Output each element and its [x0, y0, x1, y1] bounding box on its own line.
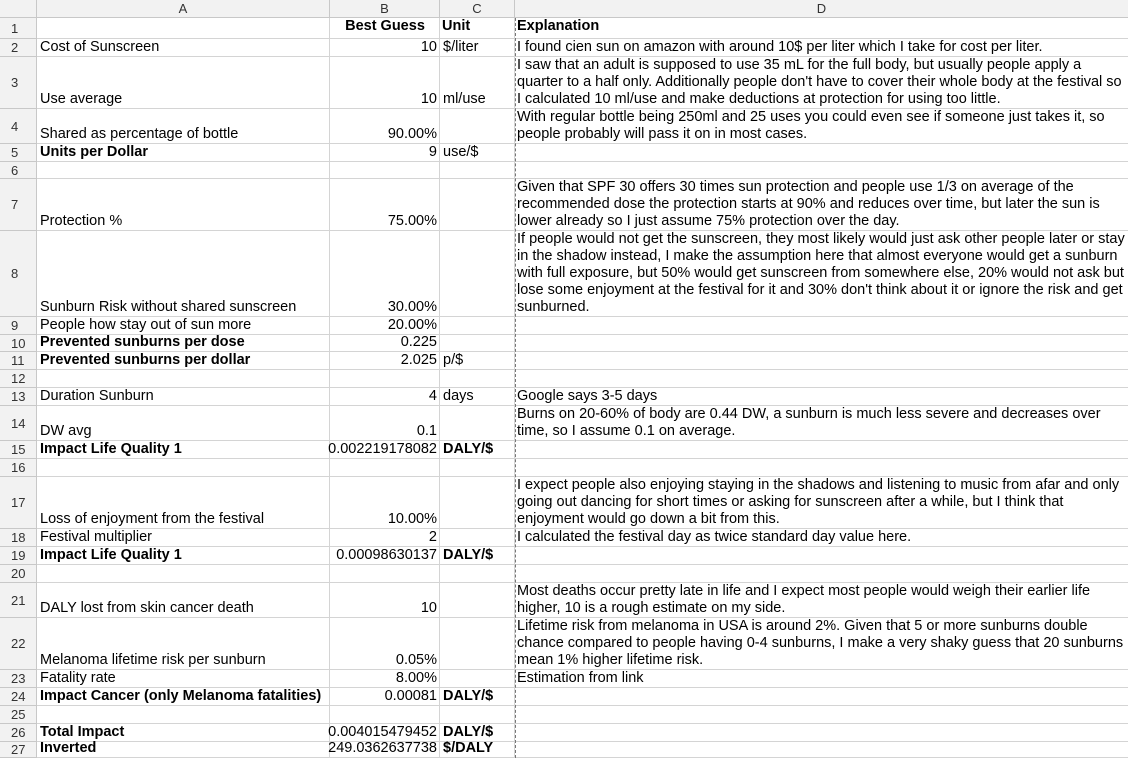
cell-b[interactable]: 4	[330, 388, 440, 406]
cell-c[interactable]	[440, 317, 515, 335]
cell-d[interactable]	[515, 144, 1128, 162]
cell-b[interactable]: 0.05%	[330, 618, 440, 670]
row-header[interactable]: 8	[0, 231, 37, 317]
cell-d[interactable]	[515, 459, 1128, 477]
cell-b[interactable]: 249.0362637738	[330, 742, 440, 758]
row-header[interactable]: 5	[0, 144, 37, 162]
row-header[interactable]: 22	[0, 618, 37, 670]
explanation-text: Google says 3-5 days	[517, 388, 658, 404]
cell-a[interactable]: Fatality rate	[37, 670, 330, 688]
row-header[interactable]: 3	[0, 57, 37, 109]
cell-c[interactable]	[440, 565, 515, 583]
explanation-text: Burns on 20-60% of body are 0.44 DW, a sunburn is much less severe and decreases over time, so I assume 0.1 on average.	[517, 406, 1101, 439]
cell-c[interactable]	[440, 529, 515, 547]
cell-a[interactable]: Loss of enjoyment from the festival	[37, 477, 330, 529]
explanation-text: I expect people also enjoying staying in the shadows and listening to music from afar and only going out dancing for short times or asking for sunscreen after a while, but I think that enjoyment would go down a bit from this.	[517, 477, 1120, 527]
row-header[interactable]: 10	[0, 335, 37, 352]
cell-a[interactable]: DW avg	[37, 406, 330, 441]
cell-c[interactable]: Unit	[440, 18, 515, 39]
cell-d[interactable]	[515, 670, 1128, 688]
cell-b[interactable]: 0.225	[330, 335, 440, 352]
cell-c[interactable]	[440, 618, 515, 670]
row-header[interactable]: 12	[0, 370, 37, 388]
cell-a[interactable]: Impact Life Quality 1	[37, 441, 330, 459]
cell-a[interactable]: Shared as percentage of bottle	[37, 109, 330, 144]
cell-a[interactable]: Melanoma lifetime risk per sunburn	[37, 618, 330, 670]
column-header-c[interactable]: C	[440, 0, 515, 18]
cell-a[interactable]: Prevented sunburns per dollar	[37, 352, 330, 370]
cell-c[interactable]	[440, 706, 515, 724]
column-header-d[interactable]: D	[515, 0, 1128, 18]
cell-c[interactable]: ml/use	[440, 57, 515, 109]
cell-c[interactable]	[440, 335, 515, 352]
row-header[interactable]: 4	[0, 109, 37, 144]
row-header[interactable]: 20	[0, 565, 37, 583]
cell-b[interactable]: 8.00%	[330, 670, 440, 688]
cell-d[interactable]	[515, 388, 1128, 406]
cell-d[interactable]	[515, 335, 1128, 352]
explanation-text: Lifetime risk from melanoma in USA is around 2%. Given that 5 or more sunburns double chance compared to people having 0-4 sunburns, I make a very shaky guess that 20 sunburns mean 1% higher lifetime risk.	[517, 618, 1124, 668]
cell-d[interactable]	[515, 317, 1128, 335]
cell-a[interactable]: Duration Sunburn	[37, 388, 330, 406]
row-header[interactable]: 11	[0, 352, 37, 370]
explanation-text: Most deaths occur pretty late in life and I expect most people would weigh their earlier life higher, 10 is a rough estimate on my side.	[517, 583, 1091, 616]
page-break-line	[515, 18, 516, 758]
cell-c[interactable]: days	[440, 388, 515, 406]
cell-b[interactable]: 0.00081	[330, 688, 440, 706]
cell-d[interactable]	[515, 179, 1128, 231]
explanation-text: I calculated the festival day as twice standard day value here.	[517, 529, 912, 545]
cell-a[interactable]: Sunburn Risk without shared sunscreen	[37, 231, 330, 317]
explanation-text: I found cien sun on amazon with around 10$ per liter which I take for cost per liter.	[517, 39, 1043, 55]
cell-b[interactable]: 75.00%	[330, 179, 440, 231]
cell-b[interactable]: 10	[330, 39, 440, 57]
row-header[interactable]: 14	[0, 406, 37, 441]
cell-b[interactable]	[330, 370, 440, 388]
cell-a[interactable]	[37, 18, 330, 39]
cell-c[interactable]: $/liter	[440, 39, 515, 57]
cell-c[interactable]	[440, 231, 515, 317]
row-header[interactable]: 21	[0, 583, 37, 618]
row-header[interactable]: 19	[0, 547, 37, 565]
cell-d[interactable]	[515, 706, 1128, 724]
cell-c[interactable]: DALY/$	[440, 724, 515, 742]
column-header-a[interactable]: A	[37, 0, 330, 18]
cell-c[interactable]: p/$	[440, 352, 515, 370]
cell-c[interactable]	[440, 109, 515, 144]
cell-d[interactable]	[515, 583, 1128, 618]
cell-c[interactable]	[440, 670, 515, 688]
cell-c[interactable]: use/$	[440, 144, 515, 162]
cell-c[interactable]	[440, 583, 515, 618]
cell-b[interactable]: Best Guess	[330, 18, 440, 39]
cell-a[interactable]: DALY lost from skin cancer death	[37, 583, 330, 618]
cell-d[interactable]	[515, 742, 1128, 758]
cell-d[interactable]	[515, 162, 1128, 179]
cell-a[interactable]: Impact Cancer (only Melanoma fatalities)	[37, 688, 330, 706]
row-header[interactable]: 27	[0, 742, 37, 758]
cell-b[interactable]: 0.00098630137	[330, 547, 440, 565]
cell-d[interactable]	[515, 57, 1128, 109]
cell-a[interactable]: Total Impact	[37, 724, 330, 742]
cell-c[interactable]	[440, 370, 515, 388]
cell-b[interactable]	[330, 459, 440, 477]
cell-c[interactable]	[440, 477, 515, 529]
cell-a[interactable]: Protection %	[37, 179, 330, 231]
cell-b[interactable]: 0.1	[330, 406, 440, 441]
cell-a[interactable]: Cost of Sunscreen	[37, 39, 330, 57]
explanation-text: Explanation	[517, 18, 600, 34]
cell-b[interactable]	[330, 565, 440, 583]
cell-d[interactable]	[515, 565, 1128, 583]
cell-b[interactable]: 90.00%	[330, 109, 440, 144]
cell-b[interactable]: 9	[330, 144, 440, 162]
cell-d[interactable]	[515, 109, 1128, 144]
cell-b[interactable]: 10.00%	[330, 477, 440, 529]
cell-d[interactable]	[515, 406, 1128, 441]
cell-b[interactable]: 2.025	[330, 352, 440, 370]
row-header[interactable]: 9	[0, 317, 37, 335]
cell-a[interactable]: Festival multiplier	[37, 529, 330, 547]
cell-b[interactable]: 20.00%	[330, 317, 440, 335]
cell-d[interactable]	[515, 231, 1128, 317]
row-header[interactable]: 18	[0, 529, 37, 547]
row-header[interactable]: 2	[0, 39, 37, 57]
row-header[interactable]: 17	[0, 477, 37, 529]
cell-b[interactable]: 0.004015479452	[330, 724, 440, 742]
explanation-text: Estimation from link	[517, 670, 644, 686]
cell-a[interactable]: Units per Dollar	[37, 144, 330, 162]
cell-b[interactable]: 2	[330, 529, 440, 547]
cell-b[interactable]: 30.00%	[330, 231, 440, 317]
cell-d[interactable]	[515, 688, 1128, 706]
cell-d[interactable]	[515, 529, 1128, 547]
explanation-text: If people would not get the sunscreen, they most likely would just ask other people later or stay in the shadow instead, I make the assumption here that almost everyone would get a sunburn with full exposure, but 50% would get sunscreen from somewhere else, 20% would not ask but lose some enjoyment at the festival for it and 30% don't think about it or ignore the risk and get sunburned.	[517, 231, 1125, 315]
cell-d[interactable]	[515, 352, 1128, 370]
row-header[interactable]: 1	[0, 18, 37, 39]
cell-c[interactable]	[440, 459, 515, 477]
cell-a[interactable]: Prevented sunburns per dose	[37, 335, 330, 352]
cell-b[interactable]	[330, 706, 440, 724]
cell-b[interactable]: 0.002219178082	[330, 441, 440, 459]
cell-b[interactable]: 10	[330, 583, 440, 618]
cell-a[interactable]: Use average	[37, 57, 330, 109]
cell-a[interactable]	[37, 459, 330, 477]
cell-d[interactable]	[515, 477, 1128, 529]
row-header[interactable]: 23	[0, 670, 37, 688]
cell-c[interactable]: $/DALY	[440, 742, 515, 758]
row-header[interactable]: 16	[0, 459, 37, 477]
cell-c[interactable]	[440, 162, 515, 179]
cell-a[interactable]	[37, 565, 330, 583]
explanation-text: Given that SPF 30 offers 30 times sun protection and people use 1/3 on average of the recommended dose the protection starts at 90% and reduces over time, but later the sun is lower already so I just assume 75% protection over the day.	[517, 179, 1100, 229]
row-header[interactable]: 15	[0, 441, 37, 459]
cell-c[interactable]: DALY/$	[440, 441, 515, 459]
cell-d[interactable]	[515, 547, 1128, 565]
row-header[interactable]: 25	[0, 706, 37, 724]
explanation-text: With regular bottle being 250ml and 25 uses you could even see if someone just takes it, so people probably will pass it on in most cases.	[517, 109, 1105, 142]
cell-b[interactable]	[330, 162, 440, 179]
cell-d[interactable]	[515, 441, 1128, 459]
cell-b[interactable]: 10	[330, 57, 440, 109]
cell-a[interactable]	[37, 370, 330, 388]
cell-d[interactable]	[515, 370, 1128, 388]
cell-c[interactable]: DALY/$	[440, 688, 515, 706]
select-all-corner[interactable]	[0, 0, 37, 18]
row-header[interactable]: 13	[0, 388, 37, 406]
row-header[interactable]: 26	[0, 724, 37, 742]
cell-d[interactable]	[515, 618, 1128, 670]
column-header-b[interactable]: B	[330, 0, 440, 18]
cell-c[interactable]: DALY/$	[440, 547, 515, 565]
explanation-text: I saw that an adult is supposed to use 35 mL for the full body, but usually people apply a quarter to a half only. Additionally people don't have to cover their whole body at the festival so I calculated 10 ml/use and make deductions at protection for using too little.	[517, 57, 1122, 107]
row-header[interactable]: 6	[0, 162, 37, 179]
cell-d[interactable]	[515, 724, 1128, 742]
cell-a[interactable]: Inverted	[37, 742, 330, 758]
cell-c[interactable]	[440, 179, 515, 231]
cell-a[interactable]	[37, 706, 330, 724]
cell-a[interactable]: Impact Life Quality 1	[37, 547, 330, 565]
cell-a[interactable]: People how stay out of sun more	[37, 317, 330, 335]
cell-d[interactable]	[515, 18, 1128, 39]
cell-d[interactable]	[515, 39, 1128, 57]
row-header[interactable]: 7	[0, 179, 37, 231]
cell-a[interactable]	[37, 162, 330, 179]
cell-c[interactable]	[440, 406, 515, 441]
row-header[interactable]: 24	[0, 688, 37, 706]
